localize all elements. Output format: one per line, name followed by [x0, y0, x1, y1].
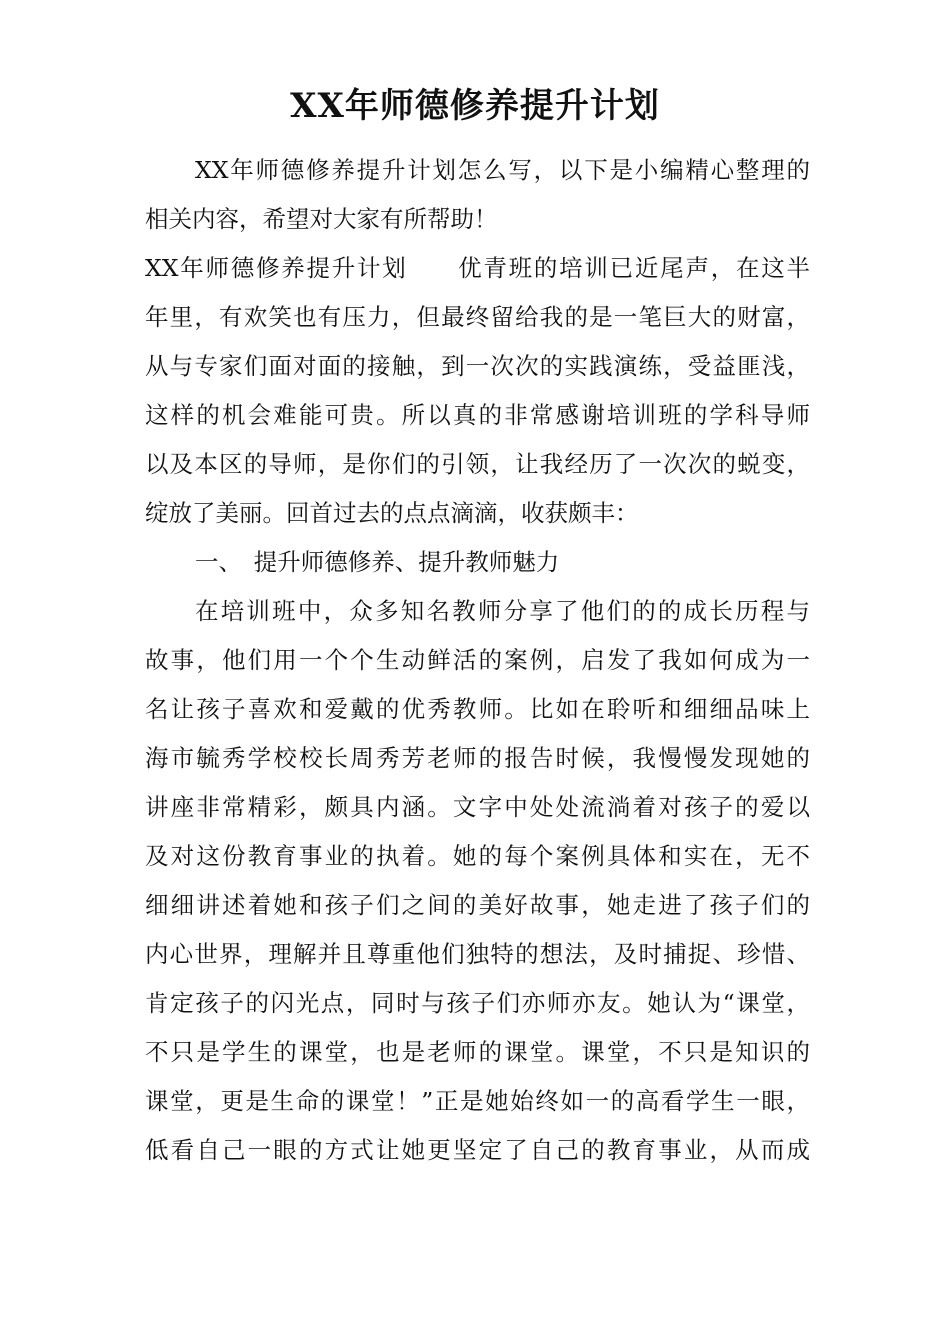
section-heading: 一、 提升师德修养、提升教师魅力 — [195, 548, 560, 576]
page-title: XX年师德修养提升计划 — [290, 86, 660, 126]
paragraph-line: 内心世界，理解并且尊重他们独特的想法，及时捕捉、珍惜、 — [145, 940, 810, 968]
paragraph-line: 相关内容，希望对大家有所帮助！ — [145, 205, 498, 233]
paragraph-line: 名让孩子喜欢和爱戴的优秀教师。比如在聆听和细细品味上 — [145, 695, 810, 723]
paragraph-line: 这样的机会难能可贵。所以真的非常感谢培训班的学科导师 — [145, 401, 810, 429]
paragraph-line: 细细讲述着她和孩子们之间的美好故事，她走进了孩子们的 — [145, 891, 810, 919]
paragraph-line: 绽放了美丽。回首过去的点点滴滴，收获颇丰： — [145, 499, 639, 527]
paragraph-line: XX年师德修养提升计划 优青班的培训已近尾声，在这半 — [145, 254, 810, 282]
paragraph-line: 低看自己一眼的方式让她更坚定了自己的教育事业，从而成 — [145, 1136, 810, 1164]
paragraph-line: 及对这份教育事业的执着。她的每个案例具体和实在，无不 — [145, 842, 810, 870]
paragraph-line: 故事，他们用一个个生动鲜活的案例，启发了我如何成为一 — [145, 646, 810, 674]
document-body — [145, 146, 810, 1175]
paragraph-line: 在培训班中，众多知名教师分享了他们的的成长历程与 — [195, 597, 810, 625]
paragraph-line: XX年师德修养提升计划怎么写，以下是小编精心整理的 — [195, 156, 810, 184]
paragraph-line: 从与专家们面对面的接触，到一次次的实践演练，受益匪浅， — [145, 352, 810, 380]
paragraph-line: 课堂，更是生命的课堂！”正是她始终如一的高看学生一眼， — [145, 1087, 810, 1115]
paragraph-line: 不只是学生的课堂，也是老师的课堂。课堂，不只是知识的 — [145, 1038, 810, 1066]
paragraph-line: 肯定孩子的闪光点，同时与孩子们亦师亦友。她认为“课堂， — [145, 989, 810, 1017]
paragraph-line: 年里，有欢笑也有压力，但最终留给我的是一笔巨大的财富， — [145, 303, 810, 331]
paragraph-line: 以及本区的导师，是你们的引领，让我经历了一次次的蜕变， — [145, 450, 810, 478]
paragraph-line: 讲座非常精彩，颇具内涵。文字中处处流淌着对孩子的爱以 — [145, 793, 810, 821]
paragraph-line: 海市毓秀学校校长周秀芳老师的报告时候，我慢慢发现她的 — [145, 744, 810, 772]
